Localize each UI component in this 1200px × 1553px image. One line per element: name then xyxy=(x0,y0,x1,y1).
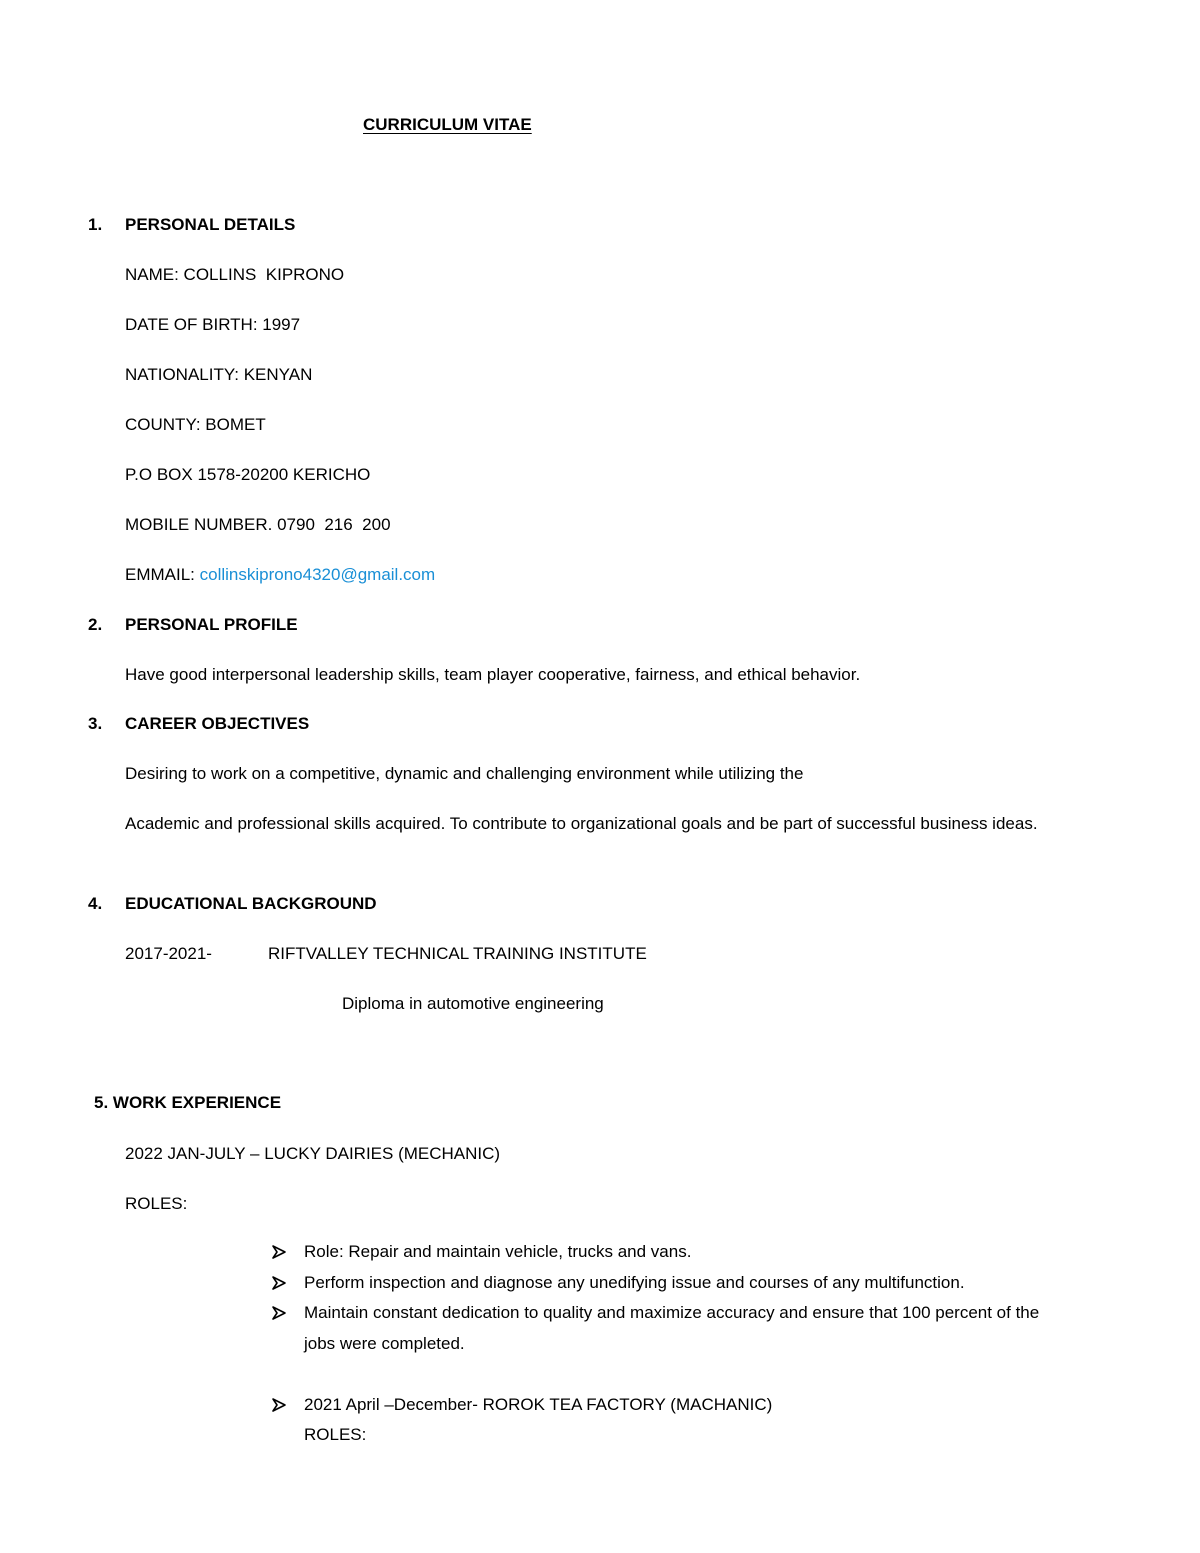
role-item: Maintain constant dedication to quality and maximize accuracy and ensure that 100 percent of the jobs were completed. xyxy=(304,1303,1040,1353)
email-link[interactable]: collinskiprono4320@gmail.com xyxy=(199,565,436,584)
arrow-bullet-icon xyxy=(271,1305,287,1321)
job-2-title: 2021 April –December- ROROK TEA FACTORY (MACHANIC) xyxy=(304,1395,773,1414)
section-heading-career-objectives: CAREER OBJECTIVES xyxy=(125,714,310,733)
objective-line-2: Academic and professional skills acquired. To contribute to organizational goals and be part of successful business ideas. xyxy=(125,814,1038,833)
objective-line-1: Desiring to work on a competitive, dynamic and challenging environment while utilizing the xyxy=(125,764,804,783)
detail-mobile: MOBILE NUMBER. 0790 216 200 xyxy=(125,515,391,534)
section-heading-work-experience: 5. WORK EXPERIENCE xyxy=(94,1093,282,1112)
detail-county: COUNTY: BOMET xyxy=(125,415,266,434)
education-years: 2017-2021- xyxy=(125,944,212,963)
email-label: EMMAIL: xyxy=(125,565,200,584)
detail-address: P.O BOX 1578-20200 KERICHO xyxy=(125,465,371,484)
role-item: Perform inspection and diagnose any unedifying issue and courses of any multifunction. xyxy=(304,1273,965,1292)
role-item: Role: Repair and maintain vehicle, trucks and vans. xyxy=(304,1242,692,1261)
detail-email xyxy=(125,564,435,586)
section-number: 4. xyxy=(88,894,103,913)
profile-text: Have good interpersonal leadership skills, team player cooperative, fairness, and ethical behavior. xyxy=(125,665,861,684)
section-number: 2. xyxy=(88,615,103,634)
detail-nationality: NATIONALITY: KENYAN xyxy=(125,365,313,384)
arrow-bullet-icon xyxy=(271,1397,287,1413)
education-institution: RIFTVALLEY TECHNICAL TRAINING INSTITUTE xyxy=(268,944,647,963)
job-1-title: 2022 JAN-JULY – LUCKY DAIRIES (MECHANIC) xyxy=(125,1144,501,1163)
roles-label: ROLES: xyxy=(125,1194,188,1213)
section-heading-personal-details: PERSONAL DETAILS xyxy=(125,215,296,234)
section-heading-personal-profile: PERSONAL PROFILE xyxy=(125,615,298,634)
education-course: Diploma in automotive engineering xyxy=(342,994,604,1013)
section-number: 3. xyxy=(88,714,103,733)
arrow-bullet-icon xyxy=(271,1275,287,1291)
job-2-roles-label: ROLES: xyxy=(304,1425,367,1444)
detail-name: NAME: COLLINS KIPRONO xyxy=(125,265,345,284)
detail-date-of-birth: DATE OF BIRTH: 1997 xyxy=(125,315,301,334)
section-number: 1. xyxy=(88,215,103,234)
document-title: CURRICULUM VITAE xyxy=(363,115,532,134)
section-heading-education: EDUCATIONAL BACKGROUND xyxy=(125,894,377,913)
arrow-bullet-icon xyxy=(271,1244,287,1260)
